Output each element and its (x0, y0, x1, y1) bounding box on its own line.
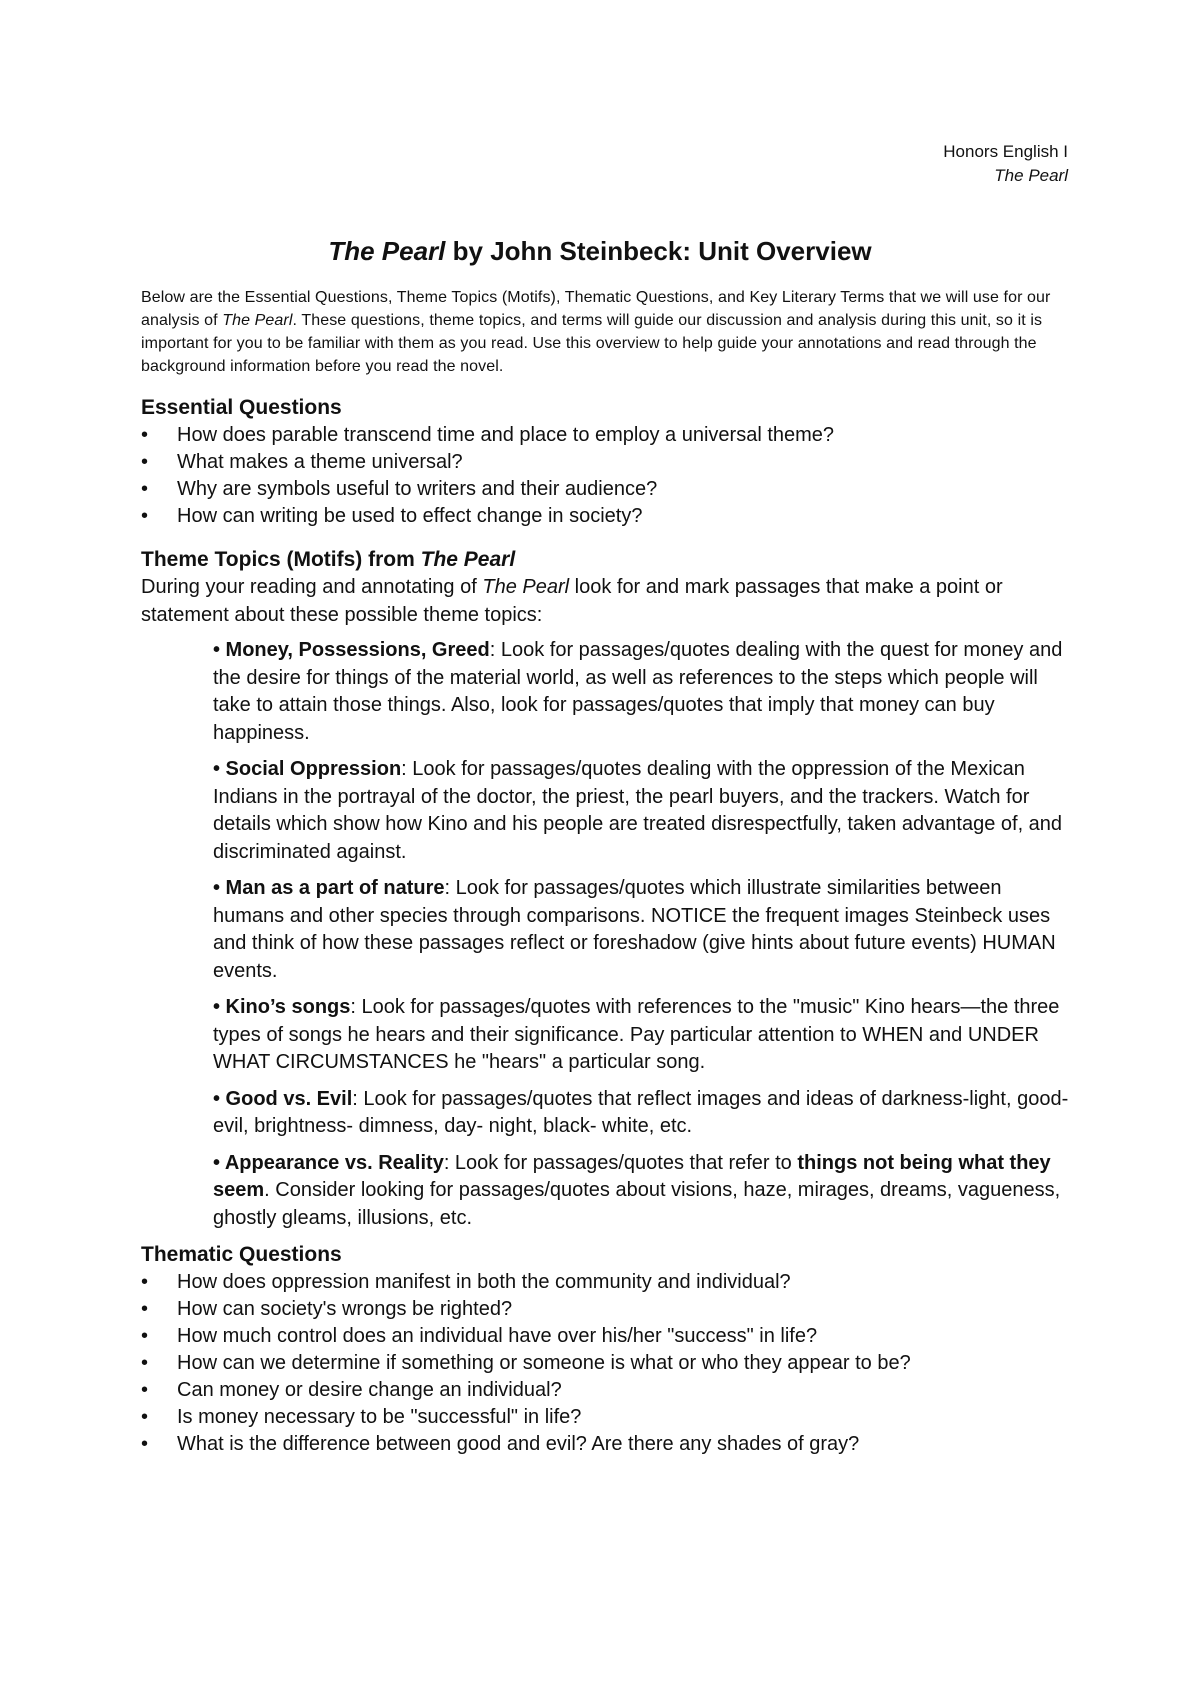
main-content (141, 286, 1071, 1458)
topic-text: : Look for passages/quotes that reflect images and ideas of darkness-light, good- evil, brightness- dimness, day- night, black- white, etc. (213, 1087, 1069, 1137)
list-item: • How does oppression manifest in both the community and individual? (141, 1269, 1071, 1296)
list-item: • What makes a theme universal? (141, 449, 1071, 476)
topic-emphasis: things not being what they seem (213, 1151, 1051, 1201)
thematic-questions-heading: Thematic Questions (141, 1243, 342, 1266)
intro-text-1: Below are the Essential Questions, Theme Topics (Motifs), Thematic Questions, and Key Literary Terms that we will use for our analysis of (141, 289, 1051, 329)
topic-item (213, 637, 1071, 747)
essential-questions-list (141, 422, 1071, 530)
theme-intro-text-2: look for and mark passages that make a point or statement about these possible theme topics: (141, 576, 1003, 626)
topic-text: : Look for passages/quotes with references to the "music" Kino hears—the three types of songs he hears and their significance. Pay particular attention to WHEN and UNDER WHAT CIRCUMSTANCES he "hears" a particular song. (213, 996, 1060, 1073)
list-item: • How can society's wrongs be righted? (141, 1296, 1071, 1323)
page-header (943, 140, 1068, 188)
topic-name: • Kino’s songs (213, 996, 351, 1018)
list-item: • Can money or desire change an individual? (141, 1377, 1071, 1404)
page-title (0, 236, 1200, 267)
intro-text-2: . These questions, theme topics, and terms will guide our discussion and analysis during this unit, so it is important for you to be familiar with them as you read. Use this overview to help guide your annotations and read through the background information before you read the novel. (141, 312, 1043, 375)
topic-name: • Social Oppression (213, 758, 402, 780)
title-book: The Pearl (328, 236, 446, 266)
list-item: • How much control does an individual have over his/her "success" in life? (141, 1323, 1071, 1350)
topic-name: • Good vs. Evil (213, 1087, 353, 1110)
list-item: • Why are symbols useful to writers and their audience? (141, 476, 1071, 503)
topic-item (213, 1150, 1071, 1233)
essential-questions-heading: Essential Questions (141, 396, 342, 419)
topic-item (213, 994, 1071, 1077)
theme-topics-heading (141, 546, 1071, 574)
topic-item (213, 756, 1071, 866)
topic-text: . Consider looking for passages/quotes about visions, haze, mirages, dreams, vagueness, ghostly gleams, illusions, etc. (213, 1179, 1061, 1229)
list-item: • Is money necessary to be "successful" in life? (141, 1404, 1071, 1431)
topic-name: • Man as a part of nature (213, 877, 445, 899)
header-book-title: The Pearl (994, 166, 1068, 185)
theme-topics-list (213, 637, 1071, 1232)
intro-book: The Pearl (222, 312, 293, 329)
theme-intro-text-1: During your reading and annotating of (141, 576, 483, 598)
theme-topics-heading-book: The Pearl (420, 548, 516, 571)
course-name: Honors English I (943, 142, 1068, 161)
topic-item (213, 875, 1071, 985)
topic-text: : Look for passages/quotes dealing with the oppression of the Mexican Indians in the portrayal of the doctor, the priest, the pearl buyers, and the trackers. Watch for details which show how Kino and his people are treated disrespectfully, taken advantage of, and discriminated against. (213, 758, 1063, 863)
list-item: • How can writing be used to effect change in society? (141, 503, 1071, 530)
theme-intro-book: The Pearl (482, 576, 570, 598)
title-rest: by John Steinbeck: Unit Overview (445, 236, 872, 266)
topic-text: : Look for passages/quotes which illustrate similarities between humans and other species through comparisons. NOTICE the frequent images Steinbeck uses and think of how these passages reflect or foreshadow (give hints about future events) HUMAN events. (213, 877, 1056, 982)
topic-name: • Appearance vs. Reality (213, 1151, 444, 1174)
topic-name: • Money, Possessions, Greed (213, 639, 490, 661)
topic-item (213, 1086, 1071, 1141)
list-item: • What is the difference between good and evil? Are there any shades of gray? (141, 1431, 1071, 1458)
theme-topics-heading-text: Theme Topics (Motifs) from (141, 548, 421, 571)
topic-text: : Look for passages/quotes dealing with the quest for money and the desire for things of the material world, as well as references to the steps which people will take to attain those things. Also, look for passages/quotes that imply that money can buy happiness. (213, 639, 1063, 744)
intro-paragraph (141, 286, 1071, 378)
topic-text: : Look for passages/quotes that refer to (443, 1151, 798, 1174)
list-item: • How can we determine if something or someone is what or who they appear to be? (141, 1350, 1071, 1377)
thematic-questions-list (141, 1269, 1071, 1458)
list-item: • How does parable transcend time and place to employ a universal theme? (141, 422, 1071, 449)
theme-topics-intro (141, 574, 1071, 629)
